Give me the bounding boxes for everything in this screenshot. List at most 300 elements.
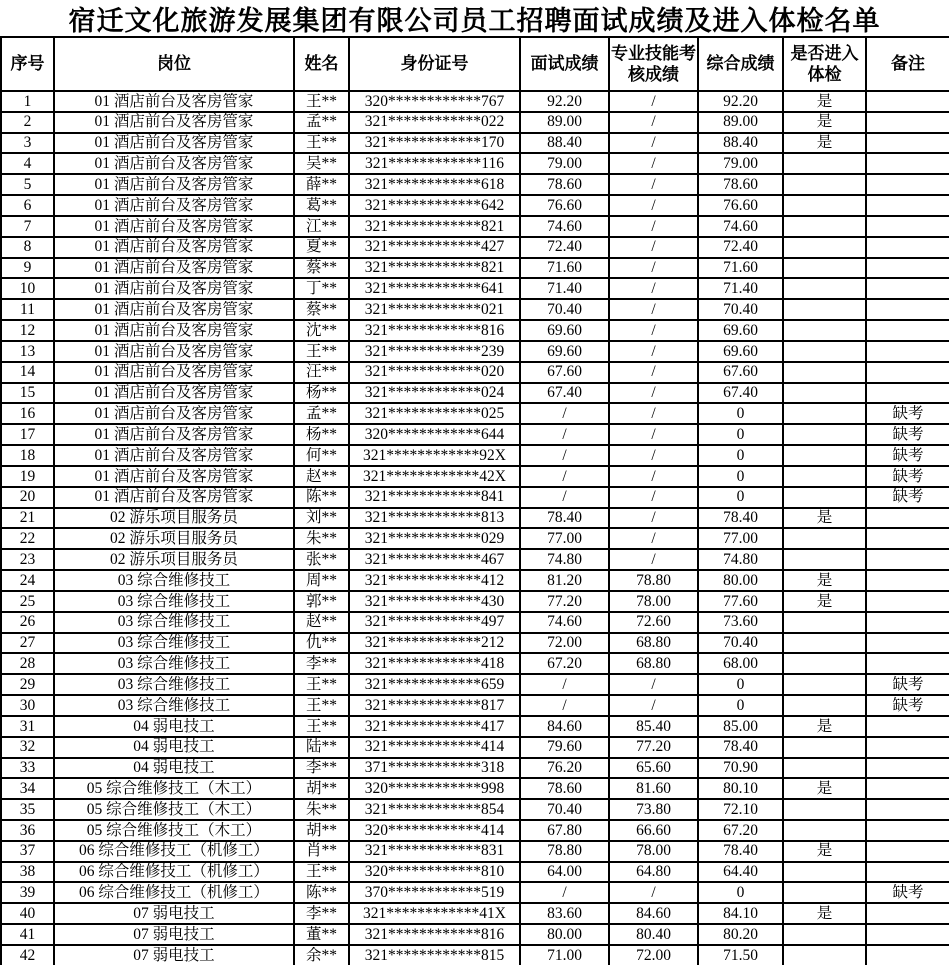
header-cell-seq: 序号 (1, 37, 54, 91)
cell-id-number: 321************020 (349, 362, 520, 383)
cell-remark (866, 945, 949, 965)
header-cell-id: 身份证号 (349, 37, 520, 91)
cell-id-number: 321************427 (349, 237, 520, 258)
cell-position: 01 酒店前台及客房管家 (54, 299, 294, 320)
cell-skill-score: / (609, 445, 698, 466)
cell-position: 01 酒店前台及客房管家 (54, 91, 294, 112)
cell-composite-score: 78.60 (698, 174, 783, 195)
cell-name: 王** (294, 133, 349, 154)
cell-name: 朱** (294, 799, 349, 820)
cell-position: 06 综合维修技工（机修工） (54, 841, 294, 862)
cell-interview-score: 67.80 (520, 820, 609, 841)
cell-skill-score: / (609, 195, 698, 216)
cell-interview-score: 81.20 (520, 570, 609, 591)
cell-remark (866, 862, 949, 883)
cell-seq: 29 (1, 674, 54, 695)
cell-composite-score: 0 (698, 403, 783, 424)
cell-id-number: 321************815 (349, 945, 520, 965)
table-row (1, 133, 949, 154)
table-row (1, 528, 949, 549)
cell-skill-score: / (609, 258, 698, 279)
cell-id-number: 321************029 (349, 528, 520, 549)
header-cell-remark: 备注 (866, 37, 949, 91)
table-row (1, 237, 949, 258)
cell-position: 03 综合维修技工 (54, 612, 294, 633)
cell-id-number: 321************414 (349, 737, 520, 758)
cell-seq: 4 (1, 153, 54, 174)
cell-id-number: 321************116 (349, 153, 520, 174)
cell-id-number: 321************42X (349, 466, 520, 487)
cell-skill-score: 80.40 (609, 924, 698, 945)
cell-skill-score: 77.20 (609, 737, 698, 758)
cell-seq: 32 (1, 737, 54, 758)
cell-id-number: 321************841 (349, 487, 520, 508)
cell-interview-score: 76.20 (520, 758, 609, 779)
cell-composite-score: 70.40 (698, 299, 783, 320)
cell-seq: 38 (1, 862, 54, 883)
table-row (1, 612, 949, 633)
table-row (1, 633, 949, 654)
cell-composite-score: 69.60 (698, 320, 783, 341)
cell-enter-physical (783, 278, 866, 299)
cell-name: 杨** (294, 383, 349, 404)
cell-composite-score: 67.20 (698, 820, 783, 841)
cell-skill-score: 85.40 (609, 716, 698, 737)
cell-composite-score: 80.10 (698, 778, 783, 799)
cell-remark (866, 612, 949, 633)
cell-composite-score: 74.80 (698, 549, 783, 570)
cell-composite-score: 0 (698, 487, 783, 508)
cell-seq: 17 (1, 424, 54, 445)
cell-name: 余** (294, 945, 349, 965)
cell-position: 01 酒店前台及客房管家 (54, 341, 294, 362)
header-cell-interview: 面试成绩 (520, 37, 609, 91)
table-row (1, 862, 949, 883)
cell-position: 03 综合维修技工 (54, 633, 294, 654)
cell-id-number: 321************212 (349, 633, 520, 654)
cell-seq: 30 (1, 695, 54, 716)
cell-enter-physical: 是 (783, 133, 866, 154)
table-row (1, 841, 949, 862)
cell-enter-physical (783, 612, 866, 633)
cell-composite-score: 72.10 (698, 799, 783, 820)
cell-enter-physical (783, 653, 866, 674)
cell-composite-score: 88.40 (698, 133, 783, 154)
cell-composite-score: 78.40 (698, 841, 783, 862)
cell-skill-score: / (609, 674, 698, 695)
table-row (1, 383, 949, 404)
cell-remark (866, 91, 949, 112)
cell-seq: 23 (1, 549, 54, 570)
cell-id-number: 321************430 (349, 591, 520, 612)
cell-composite-score: 67.60 (698, 362, 783, 383)
cell-id-number: 321************92X (349, 445, 520, 466)
cell-interview-score: 74.60 (520, 216, 609, 237)
cell-interview-score: 89.00 (520, 112, 609, 133)
table-row (1, 299, 949, 320)
cell-enter-physical (783, 528, 866, 549)
cell-position: 06 综合维修技工（机修工） (54, 862, 294, 883)
cell-enter-physical (783, 341, 866, 362)
cell-position: 05 综合维修技工（木工） (54, 778, 294, 799)
cell-interview-score: 80.00 (520, 924, 609, 945)
cell-name: 李** (294, 653, 349, 674)
cell-name: 孟** (294, 403, 349, 424)
table-row (1, 508, 949, 529)
cell-name: 何** (294, 445, 349, 466)
table-row (1, 153, 949, 174)
cell-name: 陈** (294, 882, 349, 903)
cell-skill-score: 78.00 (609, 841, 698, 862)
cell-skill-score: 81.60 (609, 778, 698, 799)
cell-name: 王** (294, 674, 349, 695)
cell-interview-score: 64.00 (520, 862, 609, 883)
cell-remark (866, 903, 949, 924)
cell-composite-score: 77.00 (698, 528, 783, 549)
cell-position: 01 酒店前台及客房管家 (54, 112, 294, 133)
cell-name: 江** (294, 216, 349, 237)
cell-position: 01 酒店前台及客房管家 (54, 320, 294, 341)
table-row (1, 570, 949, 591)
cell-enter-physical (783, 674, 866, 695)
cell-interview-score: 71.40 (520, 278, 609, 299)
cell-name: 陈** (294, 487, 349, 508)
cell-position: 07 弱电技工 (54, 924, 294, 945)
table-row (1, 716, 949, 737)
cell-position: 01 酒店前台及客房管家 (54, 362, 294, 383)
cell-name: 蔡** (294, 299, 349, 320)
table-row (1, 362, 949, 383)
cell-name: 夏** (294, 237, 349, 258)
cell-remark (866, 299, 949, 320)
cell-enter-physical (783, 299, 866, 320)
cell-remark (866, 195, 949, 216)
cell-seq: 34 (1, 778, 54, 799)
cell-skill-score: / (609, 153, 698, 174)
cell-seq: 20 (1, 487, 54, 508)
cell-position: 01 酒店前台及客房管家 (54, 487, 294, 508)
cell-enter-physical (783, 195, 866, 216)
cell-id-number: 371************318 (349, 758, 520, 779)
cell-remark: 缺考 (866, 445, 949, 466)
cell-skill-score: / (609, 362, 698, 383)
cell-remark: 缺考 (866, 466, 949, 487)
cell-interview-score: 72.00 (520, 633, 609, 654)
cell-id-number: 321************641 (349, 278, 520, 299)
cell-seq: 41 (1, 924, 54, 945)
cell-seq: 26 (1, 612, 54, 633)
cell-id-number: 320************810 (349, 862, 520, 883)
cell-seq: 8 (1, 237, 54, 258)
cell-id-number: 320************767 (349, 91, 520, 112)
table-row (1, 778, 949, 799)
cell-position: 01 酒店前台及客房管家 (54, 237, 294, 258)
cell-enter-physical: 是 (783, 591, 866, 612)
cell-composite-score: 77.60 (698, 591, 783, 612)
cell-remark (866, 112, 949, 133)
cell-skill-score: 84.60 (609, 903, 698, 924)
cell-composite-score: 0 (698, 695, 783, 716)
cell-seq: 36 (1, 820, 54, 841)
cell-name: 沈** (294, 320, 349, 341)
cell-seq: 24 (1, 570, 54, 591)
cell-enter-physical (783, 237, 866, 258)
cell-name: 王** (294, 716, 349, 737)
cell-skill-score: / (609, 133, 698, 154)
cell-skill-score: / (609, 278, 698, 299)
cell-name: 杨** (294, 424, 349, 445)
cell-interview-score: / (520, 424, 609, 445)
cell-id-number: 321************417 (349, 716, 520, 737)
cell-name: 孟** (294, 112, 349, 133)
cell-seq: 12 (1, 320, 54, 341)
cell-enter-physical: 是 (783, 570, 866, 591)
cell-interview-score: 92.20 (520, 91, 609, 112)
cell-name: 张** (294, 549, 349, 570)
cell-id-number: 321************239 (349, 341, 520, 362)
table-row (1, 487, 949, 508)
cell-name: 赵** (294, 466, 349, 487)
cell-id-number: 321************41X (349, 903, 520, 924)
table-row (1, 903, 949, 924)
cell-remark (866, 153, 949, 174)
table-body (1, 91, 949, 965)
table-row (1, 653, 949, 674)
cell-interview-score: 67.20 (520, 653, 609, 674)
cell-remark: 缺考 (866, 403, 949, 424)
cell-seq: 18 (1, 445, 54, 466)
cell-remark (866, 924, 949, 945)
cell-remark (866, 633, 949, 654)
table-row (1, 591, 949, 612)
cell-composite-score: 78.40 (698, 737, 783, 758)
cell-id-number: 321************854 (349, 799, 520, 820)
cell-enter-physical (783, 862, 866, 883)
cell-remark (866, 133, 949, 154)
cell-remark (866, 549, 949, 570)
cell-enter-physical (783, 320, 866, 341)
cell-id-number: 321************831 (349, 841, 520, 862)
cell-id-number: 321************412 (349, 570, 520, 591)
cell-skill-score: 66.60 (609, 820, 698, 841)
cell-skill-score: / (609, 882, 698, 903)
cell-interview-score: 88.40 (520, 133, 609, 154)
cell-composite-score: 0 (698, 466, 783, 487)
cell-name: 仇** (294, 633, 349, 654)
cell-id-number: 321************813 (349, 508, 520, 529)
cell-composite-score: 0 (698, 882, 783, 903)
cell-skill-score: / (609, 549, 698, 570)
cell-seq: 22 (1, 528, 54, 549)
cell-remark (866, 716, 949, 737)
cell-remark (866, 508, 949, 529)
cell-remark (866, 737, 949, 758)
page-title: 宿迁文化旅游发展集团有限公司员工招聘面试成绩及进入体检名单 (68, 5, 881, 36)
cell-enter-physical (783, 216, 866, 237)
cell-interview-score: / (520, 882, 609, 903)
cell-composite-score: 78.40 (698, 508, 783, 529)
table-row (1, 674, 949, 695)
cell-remark (866, 528, 949, 549)
cell-id-number: 320************414 (349, 820, 520, 841)
results-table (0, 36, 949, 965)
table-row (1, 799, 949, 820)
cell-name: 丁** (294, 278, 349, 299)
cell-name: 王** (294, 341, 349, 362)
cell-skill-score: 78.80 (609, 570, 698, 591)
cell-id-number: 321************170 (349, 133, 520, 154)
cell-position: 04 弱电技工 (54, 758, 294, 779)
cell-enter-physical (783, 549, 866, 570)
cell-enter-physical (783, 445, 866, 466)
cell-name: 肖** (294, 841, 349, 862)
cell-interview-score: / (520, 695, 609, 716)
cell-enter-physical: 是 (783, 91, 866, 112)
cell-id-number: 320************998 (349, 778, 520, 799)
cell-skill-score: / (609, 424, 698, 445)
cell-enter-physical (783, 487, 866, 508)
cell-id-number: 321************497 (349, 612, 520, 633)
cell-enter-physical (783, 799, 866, 820)
cell-name: 赵** (294, 612, 349, 633)
cell-name: 李** (294, 758, 349, 779)
cell-skill-score: 72.00 (609, 945, 698, 965)
cell-position: 07 弱电技工 (54, 945, 294, 965)
cell-enter-physical: 是 (783, 508, 866, 529)
cell-composite-score: 73.60 (698, 612, 783, 633)
cell-interview-score: 76.60 (520, 195, 609, 216)
cell-seq: 11 (1, 299, 54, 320)
cell-seq: 28 (1, 653, 54, 674)
header-cell-composite: 综合成绩 (698, 37, 783, 91)
table-row (1, 924, 949, 945)
cell-name: 吴** (294, 153, 349, 174)
cell-enter-physical (783, 362, 866, 383)
cell-interview-score: 69.60 (520, 341, 609, 362)
header-cell-position: 岗位 (54, 37, 294, 91)
cell-skill-score: / (609, 508, 698, 529)
cell-skill-score: 64.80 (609, 862, 698, 883)
cell-remark: 缺考 (866, 424, 949, 445)
cell-composite-score: 71.40 (698, 278, 783, 299)
cell-interview-score: / (520, 403, 609, 424)
cell-interview-score: 74.80 (520, 549, 609, 570)
cell-composite-score: 68.00 (698, 653, 783, 674)
cell-seq: 7 (1, 216, 54, 237)
cell-remark (866, 799, 949, 820)
cell-name: 薛** (294, 174, 349, 195)
cell-interview-score: / (520, 466, 609, 487)
cell-skill-score: / (609, 237, 698, 258)
cell-seq: 21 (1, 508, 54, 529)
cell-interview-score: / (520, 487, 609, 508)
cell-interview-score: 78.60 (520, 174, 609, 195)
cell-composite-score: 80.20 (698, 924, 783, 945)
cell-enter-physical (783, 758, 866, 779)
cell-interview-score: 77.00 (520, 528, 609, 549)
cell-remark (866, 383, 949, 404)
cell-position: 03 综合维修技工 (54, 591, 294, 612)
cell-remark (866, 570, 949, 591)
cell-seq: 5 (1, 174, 54, 195)
cell-id-number: 321************817 (349, 695, 520, 716)
table-row (1, 278, 949, 299)
cell-position: 01 酒店前台及客房管家 (54, 466, 294, 487)
cell-skill-score: / (609, 174, 698, 195)
cell-position: 02 游乐项目服务员 (54, 549, 294, 570)
cell-id-number: 321************821 (349, 258, 520, 279)
cell-position: 04 弱电技工 (54, 716, 294, 737)
cell-seq: 33 (1, 758, 54, 779)
cell-seq: 16 (1, 403, 54, 424)
cell-composite-score: 89.00 (698, 112, 783, 133)
cell-enter-physical: 是 (783, 903, 866, 924)
cell-name: 周** (294, 570, 349, 591)
cell-interview-score: 72.40 (520, 237, 609, 258)
cell-enter-physical (783, 820, 866, 841)
cell-skill-score: 65.60 (609, 758, 698, 779)
cell-skill-score: / (609, 695, 698, 716)
cell-position: 07 弱电技工 (54, 903, 294, 924)
cell-interview-score: 71.00 (520, 945, 609, 965)
cell-interview-score: / (520, 445, 609, 466)
cell-name: 董** (294, 924, 349, 945)
cell-composite-score: 0 (698, 674, 783, 695)
cell-interview-score: 79.00 (520, 153, 609, 174)
cell-enter-physical (783, 466, 866, 487)
cell-composite-score: 64.40 (698, 862, 783, 883)
table-row (1, 195, 949, 216)
cell-position: 03 综合维修技工 (54, 570, 294, 591)
cell-remark (866, 278, 949, 299)
cell-composite-score: 85.00 (698, 716, 783, 737)
cell-id-number: 321************418 (349, 653, 520, 674)
cell-position: 01 酒店前台及客房管家 (54, 445, 294, 466)
cell-skill-score: 68.80 (609, 633, 698, 654)
cell-remark: 缺考 (866, 695, 949, 716)
cell-name: 郭** (294, 591, 349, 612)
cell-position: 01 酒店前台及客房管家 (54, 153, 294, 174)
cell-seq: 25 (1, 591, 54, 612)
cell-interview-score: 70.40 (520, 299, 609, 320)
cell-interview-score: 77.20 (520, 591, 609, 612)
cell-skill-score: 72.60 (609, 612, 698, 633)
cell-composite-score: 0 (698, 445, 783, 466)
cell-composite-score: 92.20 (698, 91, 783, 112)
cell-enter-physical (783, 403, 866, 424)
cell-interview-score: 67.40 (520, 383, 609, 404)
cell-remark (866, 362, 949, 383)
cell-interview-score: 78.80 (520, 841, 609, 862)
table-row (1, 174, 949, 195)
cell-id-number: 321************021 (349, 299, 520, 320)
cell-interview-score: 83.60 (520, 903, 609, 924)
table-row (1, 403, 949, 424)
cell-id-number: 321************618 (349, 174, 520, 195)
cell-seq: 9 (1, 258, 54, 279)
cell-interview-score: 84.60 (520, 716, 609, 737)
cell-seq: 13 (1, 341, 54, 362)
cell-interview-score: 78.40 (520, 508, 609, 529)
cell-remark (866, 237, 949, 258)
cell-skill-score: / (609, 112, 698, 133)
cell-id-number: 321************642 (349, 195, 520, 216)
cell-remark: 缺考 (866, 882, 949, 903)
cell-position: 01 酒店前台及客房管家 (54, 133, 294, 154)
cell-seq: 40 (1, 903, 54, 924)
header-cell-skill: 专业技能考核成绩 (609, 37, 698, 91)
cell-remark (866, 341, 949, 362)
